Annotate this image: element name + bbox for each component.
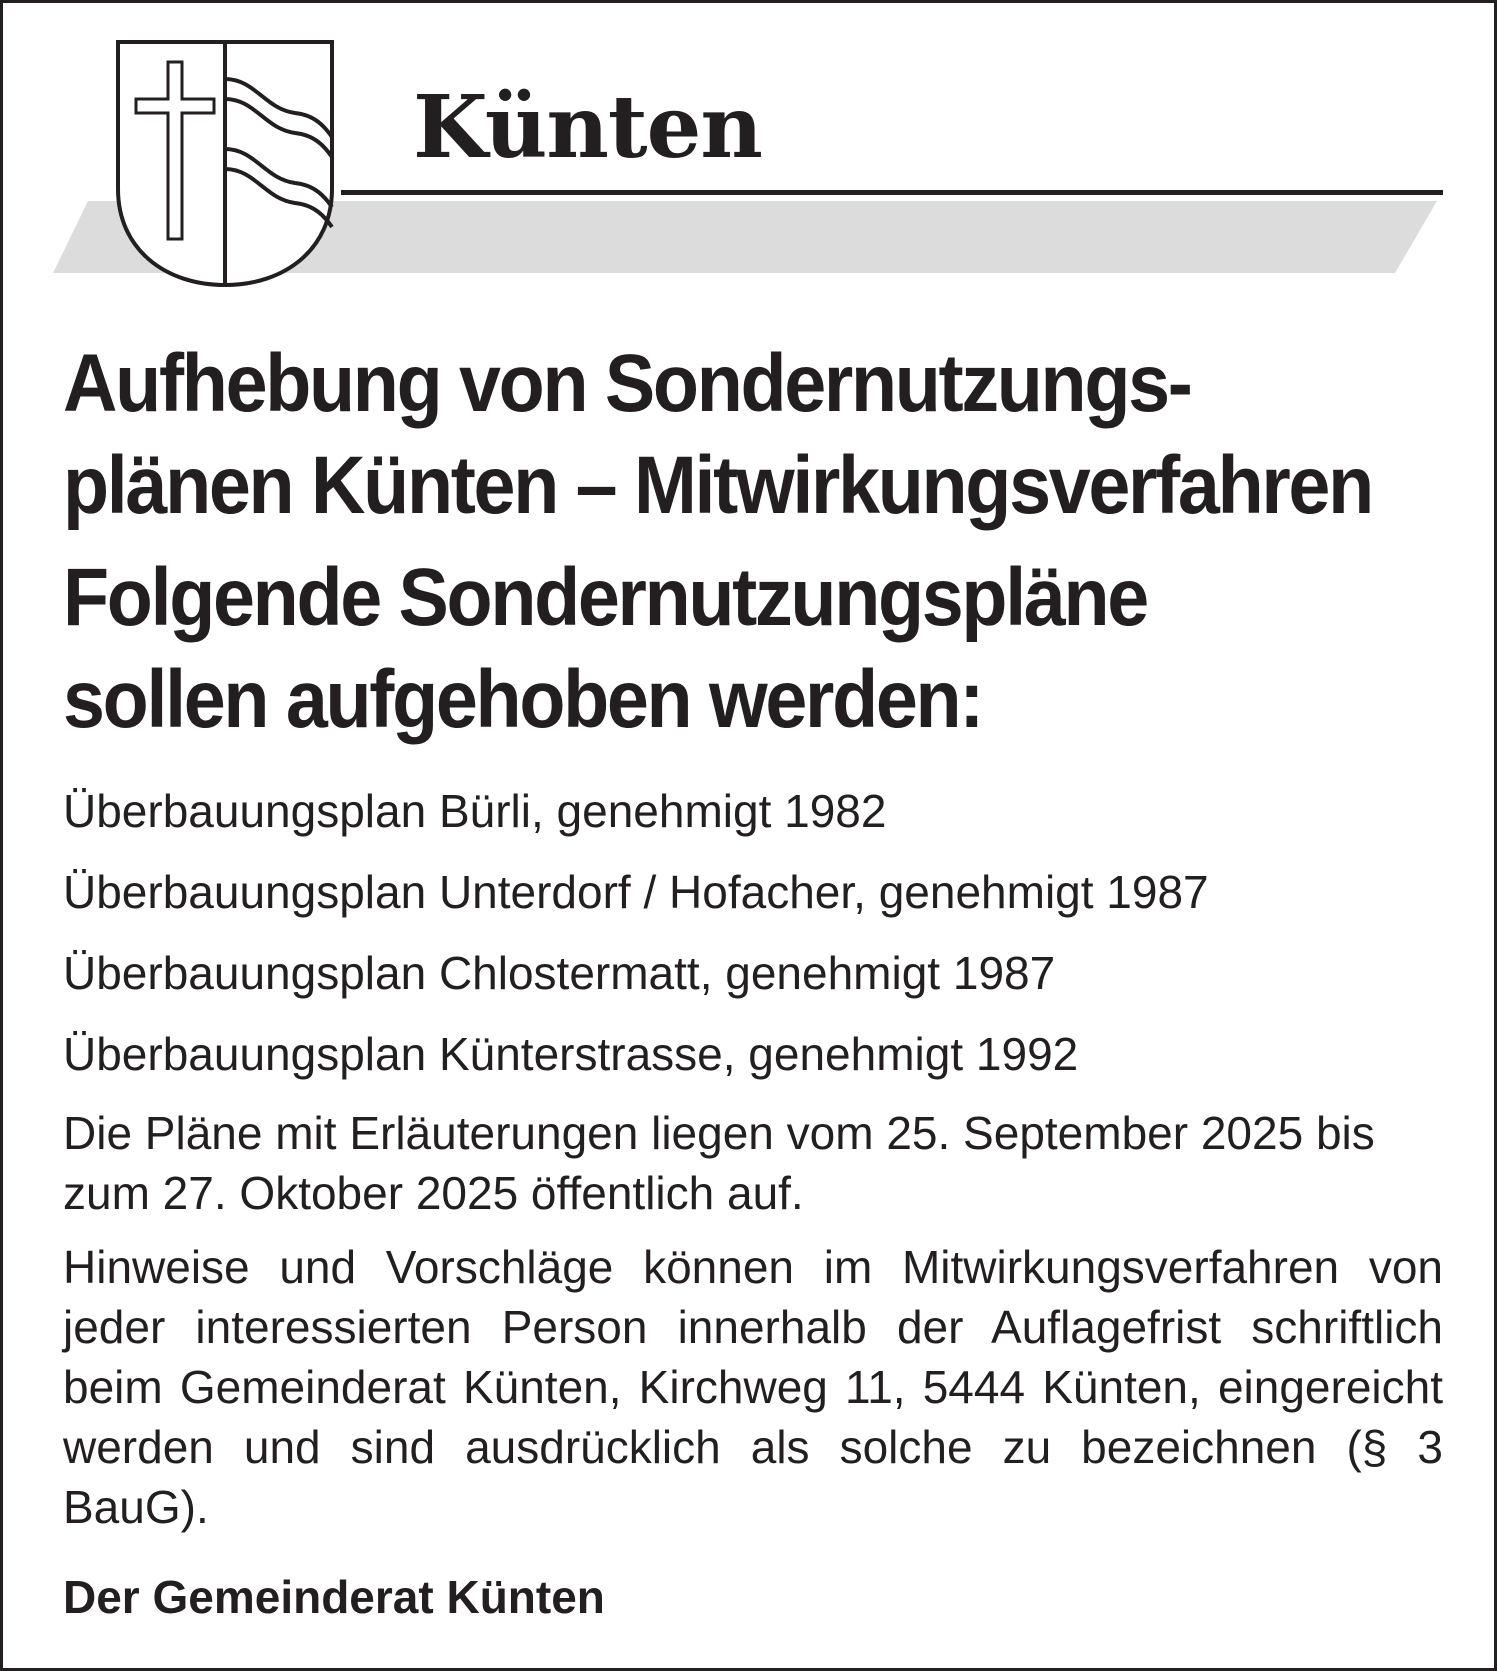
municipality-name: Künten	[413, 77, 762, 178]
subtitle-line-1: Folgende Sondernutzungspläne	[63, 552, 1147, 643]
title-line-1: Aufhebung von Sondernutzungs-	[63, 338, 1191, 429]
list-item: Überbauungsplan Unterdorf / Hofacher, genehmigt 1987	[63, 866, 1209, 918]
list-item: Überbauungsplan Künterstrasse, genehmigt 1992	[63, 1028, 1079, 1080]
notice-title	[63, 333, 1372, 537]
header-rule	[341, 190, 1443, 195]
subtitle-line-2: sollen aufgehoben werden:	[63, 654, 983, 745]
list-item: Überbauungsplan Bürli, genehmigt 1982	[63, 785, 887, 837]
coat-of-arms-icon	[115, 39, 340, 289]
signature: Der Gemeinderat Künten	[63, 1571, 605, 1623]
plan-list	[63, 771, 1443, 1095]
notice-body	[63, 333, 1443, 1627]
title-line-2: plänen Künten – Mitwirkungsverfahren	[63, 440, 1372, 531]
notice-subtitle	[63, 547, 1333, 751]
participation-paragraph: Hinweise und Vorschläge können im Mitwirkungsverfahren von jeder interessierten Person innerhalb der Auflagefrist schriftlich beim Gemeinderat Künten, Kirchweg 11, 5444 Künten, eingereicht werden und sind ausdrücklich als solche zu bezeichnen (§ 3 BauG).	[63, 1241, 1443, 1533]
list-item: Überbauungsplan Chlostermatt, genehmigt 1987	[63, 947, 1056, 999]
exhibition-paragraph: Die Pläne mit Erläuterungen liegen vom 25. September 2025 bis zum 27. Oktober 2025 öffentlich auf.	[63, 1107, 1375, 1219]
